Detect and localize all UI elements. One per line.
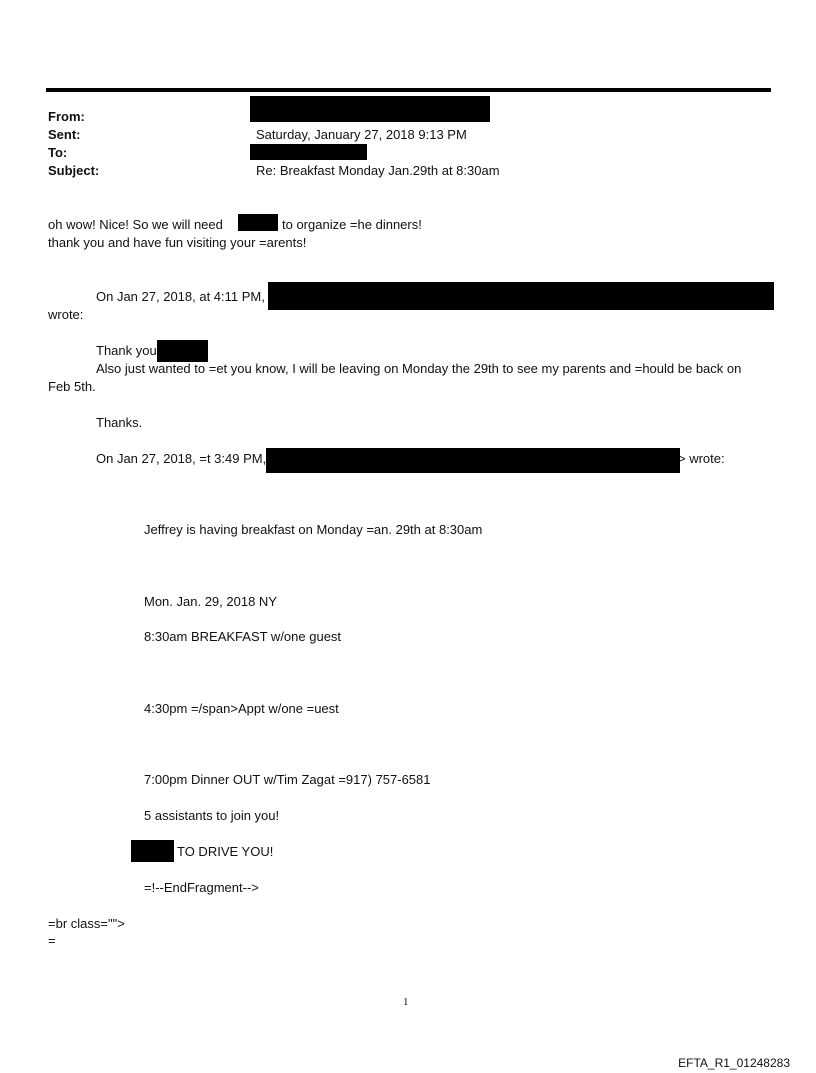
redacted-driver [131,840,174,862]
header-rule [46,88,771,92]
redacted-sender-2 [266,448,680,473]
body-line-1a: oh wow! Nice! So we will need [48,217,223,232]
body-line-2: thank you and have fun visiting your =arents! [48,235,307,250]
redacted-name-1 [238,214,278,231]
quote1-intro: On Jan 27, 2018, at 4:11 PM, [96,289,265,304]
page-number: 1 [403,996,409,1008]
document-id: EFTA_R1_01248283 [678,1056,790,1070]
breakfast-line: 8:30am BREAKFAST w/one guest [144,629,342,644]
redacted-sender-1 [268,282,774,310]
assistants-line: 5 assistants to join you! [144,808,280,823]
quote2-intro: On Jan 27, 2018, =t 3:49 PM, [96,451,267,466]
subject-label: Subject: [48,163,100,178]
date-line: Mon. Jan. 29, 2018 NY [144,594,277,609]
redacted-to [250,144,367,160]
quote1-wrote: wrote: [48,307,84,322]
subject-value: Re: Breakfast Monday Jan.29th at 8:30am [256,163,500,178]
feb-line: Feb 5th. [48,379,96,394]
thank-you-line: Thank you [96,343,157,358]
jeffrey-line: Jeffrey is having breakfast on Monday =an. 29th at 8:30am [144,522,483,537]
drive-line: TO DRIVE YOU! [177,844,274,859]
from-label: From: [48,109,85,124]
to-label: To: [48,145,68,160]
dinner-line: 7:00pm Dinner OUT w/Tim Zagat =917) 757-6581 [144,772,431,787]
sent-label: Sent: [48,127,81,142]
body-line-1b: to organize =he dinners! [282,217,422,232]
endfragment-line: =!--EndFragment--> [144,880,259,895]
sent-value: Saturday, January 27, 2018 9:13 PM [256,127,467,142]
also-line: Also just wanted to =et you know, I will be leaving on Monday the 29th to see my parents and =hould be back on [96,361,742,376]
redacted-from [250,96,490,122]
quote2-wrote: > wrote: [678,451,725,466]
eq-line: = [48,933,56,948]
appt-line: 4:30pm =/span>Appt w/one =uest [144,701,339,716]
thanks-line: Thanks. [96,415,143,430]
br-line: =br class=""> [48,916,125,931]
redacted-name-2 [157,340,208,362]
